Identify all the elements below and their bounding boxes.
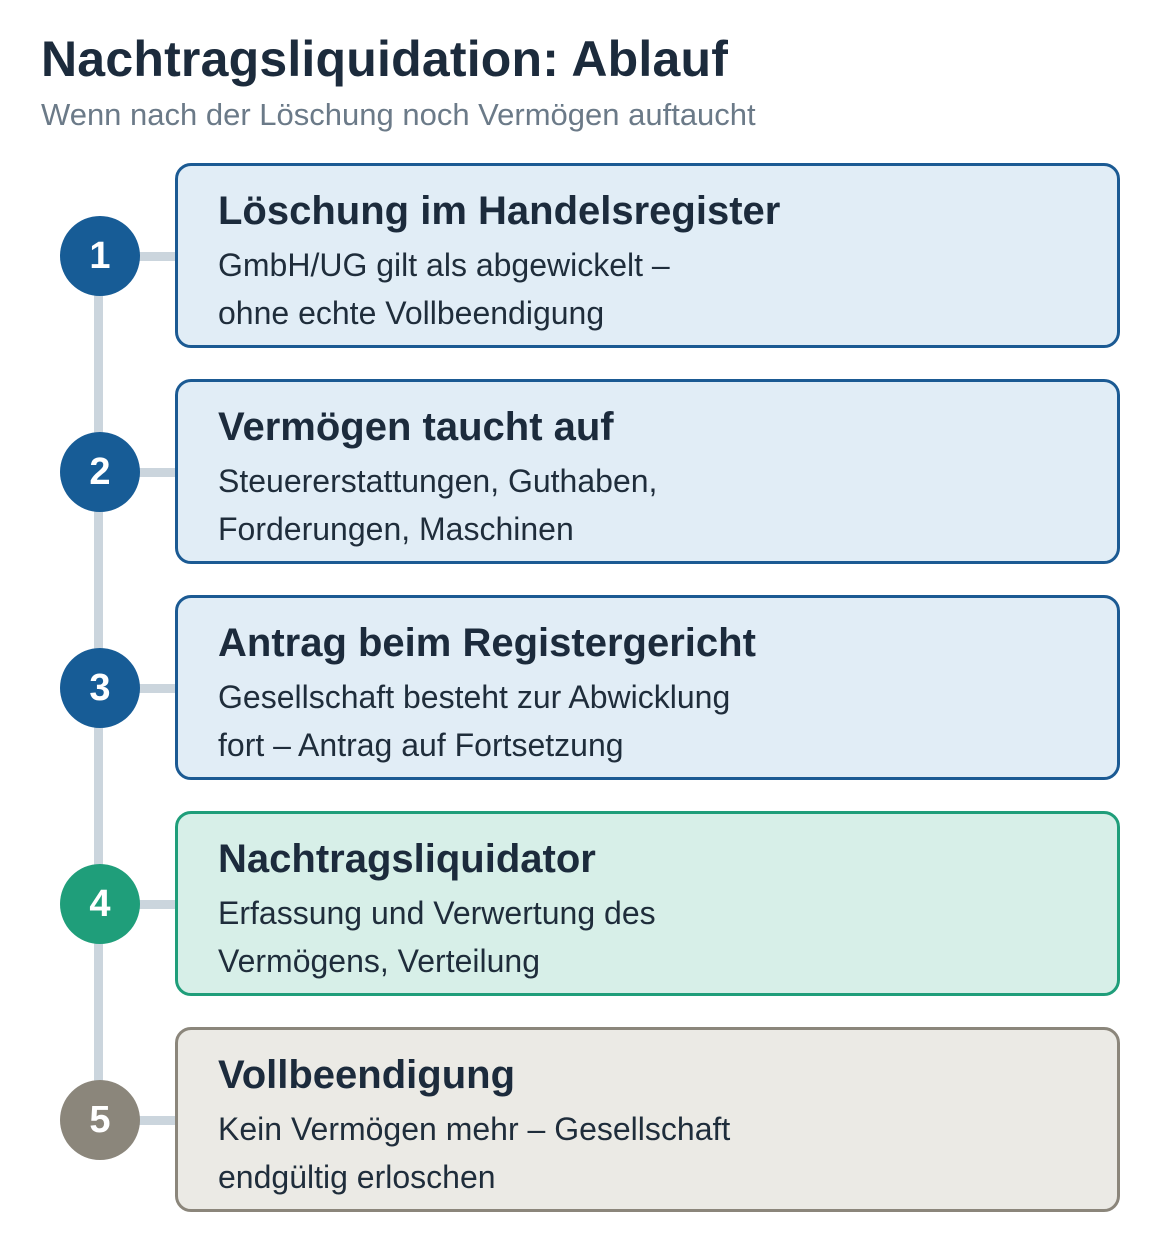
step-description xyxy=(218,1105,1117,1201)
step-number-badge: 3 xyxy=(60,648,140,728)
step-title: Vermögen taucht auf xyxy=(218,405,614,449)
step-description xyxy=(218,457,1117,553)
step-number-badge: 4 xyxy=(60,864,140,944)
step-description xyxy=(218,889,1117,985)
step-description-line: Gesellschaft besteht zur Abwicklung xyxy=(218,679,731,715)
step-description-line: GmbH/UG gilt als abgewickelt – xyxy=(218,247,670,283)
step-description xyxy=(218,241,1117,337)
step-description-line: endgültig erloschen xyxy=(218,1159,496,1195)
step-number-badge: 1 xyxy=(60,216,140,296)
step-card xyxy=(175,595,1120,780)
step-title: Löschung im Handelsregister xyxy=(218,189,781,233)
step-description-line: Kein Vermögen mehr – Gesellschaft xyxy=(218,1111,731,1147)
step-description-line: ohne echte Vollbeendigung xyxy=(218,295,605,331)
step-card xyxy=(175,811,1120,996)
step-description-line: Erfassung und Verwertung des xyxy=(218,895,656,931)
step-description-line: fort – Antrag auf Fortsetzung xyxy=(218,727,624,763)
step-title: Antrag beim Registergericht xyxy=(218,621,756,665)
step-number-badge: 2 xyxy=(60,432,140,512)
step-description-line: Vermögens, Verteilung xyxy=(218,943,540,979)
page-title: Nachtragsliquidation: Ablauf xyxy=(41,31,729,87)
step-card xyxy=(175,379,1120,564)
step-description-line: Steuererstattungen, Guthaben, xyxy=(218,463,658,499)
step-description-line: Forderungen, Maschinen xyxy=(218,511,574,547)
step-title: Nachtragsliquidator xyxy=(218,837,596,881)
page-subtitle: Wenn nach der Löschung noch Vermögen auftaucht xyxy=(41,97,756,132)
step-title: Vollbeendigung xyxy=(218,1053,516,1097)
step-number-badge: 5 xyxy=(60,1080,140,1160)
step-card xyxy=(175,163,1120,348)
step-description xyxy=(218,673,1117,769)
step-card xyxy=(175,1027,1120,1212)
